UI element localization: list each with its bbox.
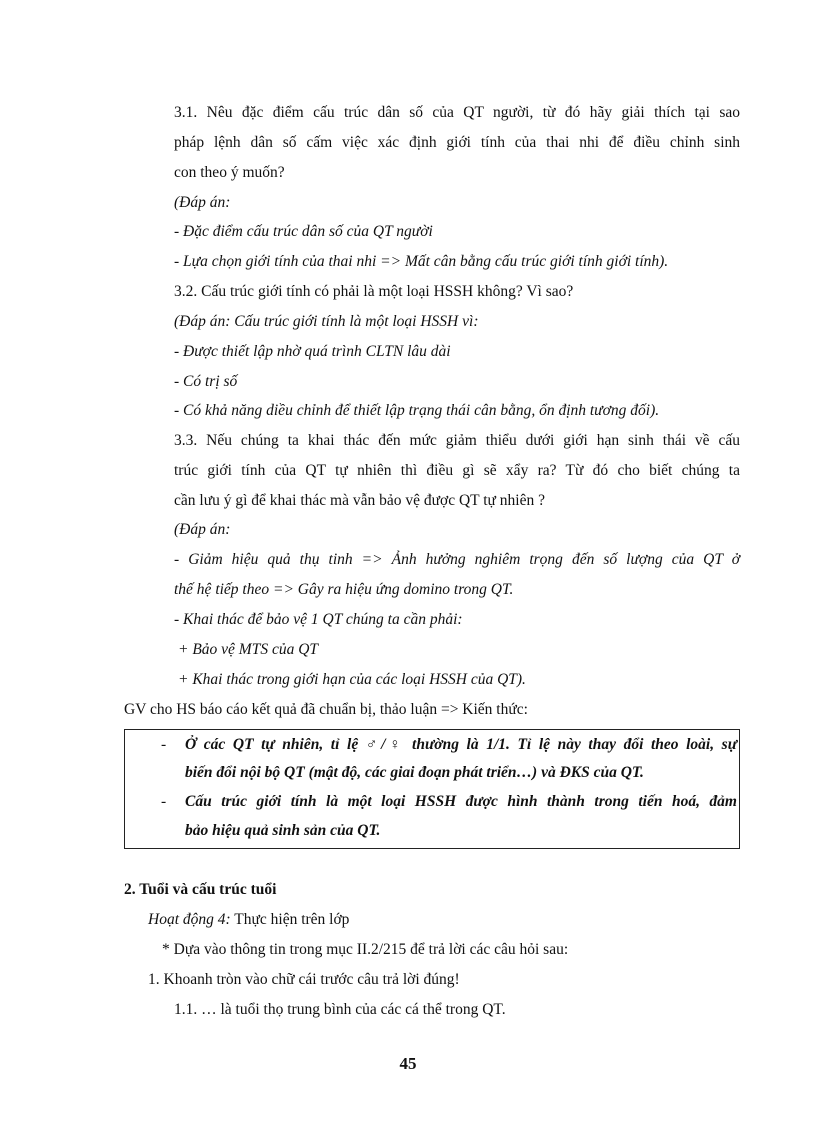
page-number: 45	[399, 1054, 417, 1073]
q33-line3: cần lưu ý gì để khai thác mà vẫn bảo vệ được QT tự nhiên ?	[174, 492, 545, 509]
q32-answer-2: - Có trị số	[174, 373, 238, 390]
section2-heading: 2. Tuổi và cấu trúc tuổi	[124, 881, 277, 898]
question-1: 1. Khoanh tròn vào chữ cái trước câu trả lời đúng!	[148, 971, 460, 988]
activity-text: Thực hiện trên lớp	[230, 911, 350, 928]
knowledge-box	[124, 729, 740, 849]
q33-answer-4: + Khai thác trong giới hạn của các loại HSSH của QT).	[178, 671, 526, 688]
box-item1-line2: biến đổi nội bộ QT (mật độ, các giai đoạn phát triển…) và ĐKS của QT.	[185, 764, 644, 781]
bullet-dash: -	[161, 736, 167, 753]
q31-answer-1: - Đặc điểm cấu trúc dân số của QT người	[174, 223, 433, 240]
box-item2-line2: bảo hiệu quả sinh sản của QT.	[185, 822, 381, 839]
box-item1-line1: Ở các QT tự nhiên, tỉ lệ ♂/♀ thường là 1/1. Tỉ lệ này thay đổi theo loài, sự	[185, 736, 737, 753]
q32-line1: 3.2. Cấu trúc giới tính có phải là một loại HSSH không? Vì sao?	[174, 283, 574, 300]
activity-label: Hoạt động 4:	[148, 911, 231, 928]
question-1-1: 1.1. … là tuổi thọ trung bình của các cá thể trong QT.	[174, 1001, 506, 1018]
box-item2-line1: Cấu trúc giới tính là một loại HSSH được hình thành trong tiến hoá, đảm	[185, 793, 737, 810]
bullet-dash: -	[161, 793, 167, 810]
instruction-line: * Dựa vào thông tin trong mục II.2/215 để trả lời các câu hỏi sau:	[162, 941, 569, 958]
q33-answer-2: - Khai thác để bảo vệ 1 QT chúng ta cần phải:	[174, 611, 463, 628]
q31-line1: 3.1. Nêu đặc điểm cấu trúc dân số của QT người, từ đó hãy giải thích tại sao	[174, 104, 740, 121]
q33-line1: 3.3. Nếu chúng ta khai thác đến mức giảm thiểu dưới giới hạn sinh thái về cấu	[174, 432, 740, 449]
q33-answer-1: - Giảm hiệu quả thụ tinh => Ảnh hưởng nghiêm trọng đến số lượng của QT ở	[174, 551, 740, 568]
q31-answer-2: - Lựa chọn giới tính của thai nhi => Mất cân bằng cấu trúc giới tính giới tính).	[174, 253, 669, 270]
q33-answer-1b: thế hệ tiếp theo => Gây ra hiệu ứng domino trong QT.	[174, 581, 514, 598]
q31-answer-label: (Đáp án:	[174, 194, 231, 211]
activity-line	[148, 910, 349, 930]
q32-answer-3: - Có khả năng diều chỉnh để thiết lập trạng thái cân bằng, ổn định tương đối).	[174, 402, 660, 419]
q32-answer-1: - Được thiết lập nhờ quá trình CLTN lâu dài	[174, 343, 451, 360]
q32-answer-label: (Đáp án: Cấu trúc giới tính là một loại HSSH vì:	[174, 313, 479, 330]
gv-instruction: GV cho HS báo cáo kết quả đã chuẩn bị, thảo luận => Kiến thức:	[124, 701, 528, 718]
q31-line2: pháp lệnh dân số cấm việc xác định giới tính của thai nhi để điều chỉnh sinh	[174, 134, 740, 151]
q33-answer-label: (Đáp án:	[174, 521, 231, 538]
q33-answer-3: + Bảo vệ MTS của QT	[178, 641, 319, 658]
q31-line3: con theo ý muốn?	[174, 164, 285, 181]
q33-line2: trúc giới tính của QT tự nhiên thì điều gì sẽ xẩy ra? Từ đó cho biết chúng ta	[174, 462, 740, 479]
